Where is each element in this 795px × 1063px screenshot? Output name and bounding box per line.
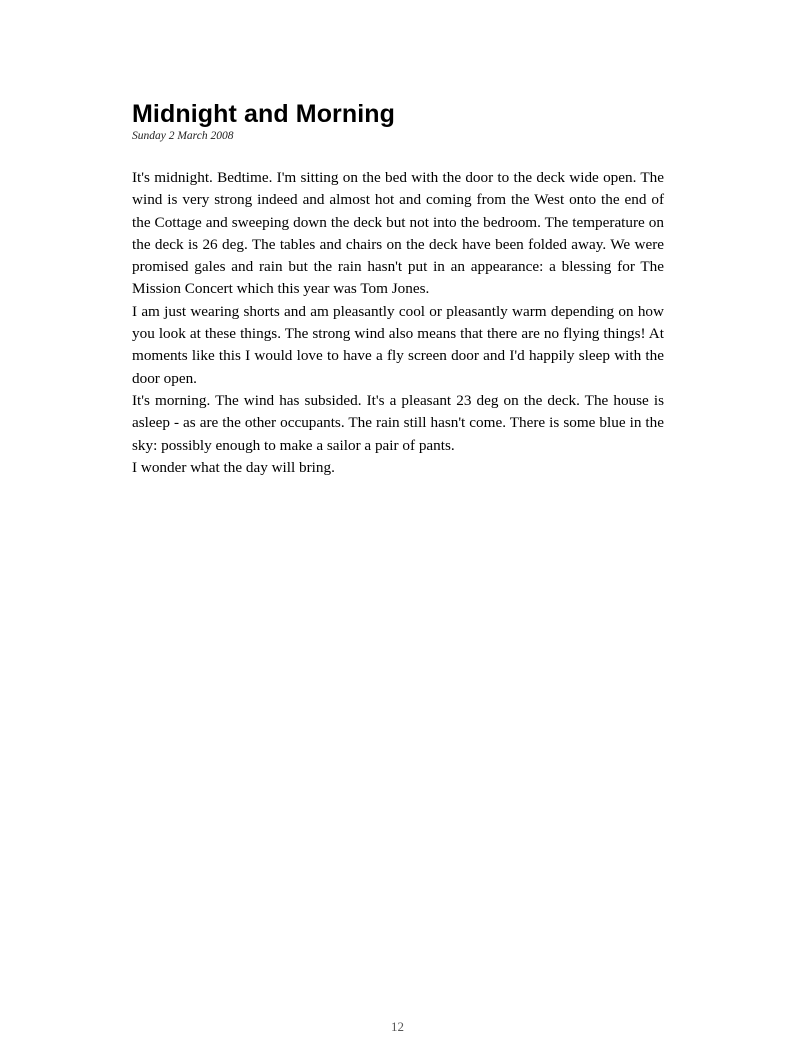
paragraph-shorts: I am just wearing shorts and am pleasantly cool or pleasantly warm depending on how you look at these things. The strong wind also means that there are no flying things! At moments like this I would love to have a fly screen door and I'd happily sleep with the door open.: [132, 302, 664, 387]
paragraph-midnight: It's midnight. Bedtime. I'm sitting on the bed with the door to the deck wide open. The wind is very strong indeed and almost hot and coming from the West onto the end of the Cottage and sweeping down the deck but not into the bedroom. The temperature on the deck is 26 deg. The tables and chairs on the deck have been folded away. We were promised gales and rain but the rain hasn't put in an appearance: a blessing for The Mission Concert which this year was Tom Jones.: [132, 169, 664, 298]
entry-date: Sunday 2 March 2008: [132, 130, 234, 142]
paragraph-morning: It's morning. The wind has subsided. It's a pleasant 23 deg on the deck. The house is asleep - as are the other occupants. The rain still hasn't come. There is some blue in the sky: possibly enough to make a sailor a pair of pants.: [132, 391, 664, 454]
page-title: Midnight and Morning: [132, 100, 396, 128]
paragraph-closing: I wonder what the day will bring.: [132, 458, 335, 476]
page-number: 12: [391, 1019, 404, 1034]
entry-body: [132, 167, 664, 479]
